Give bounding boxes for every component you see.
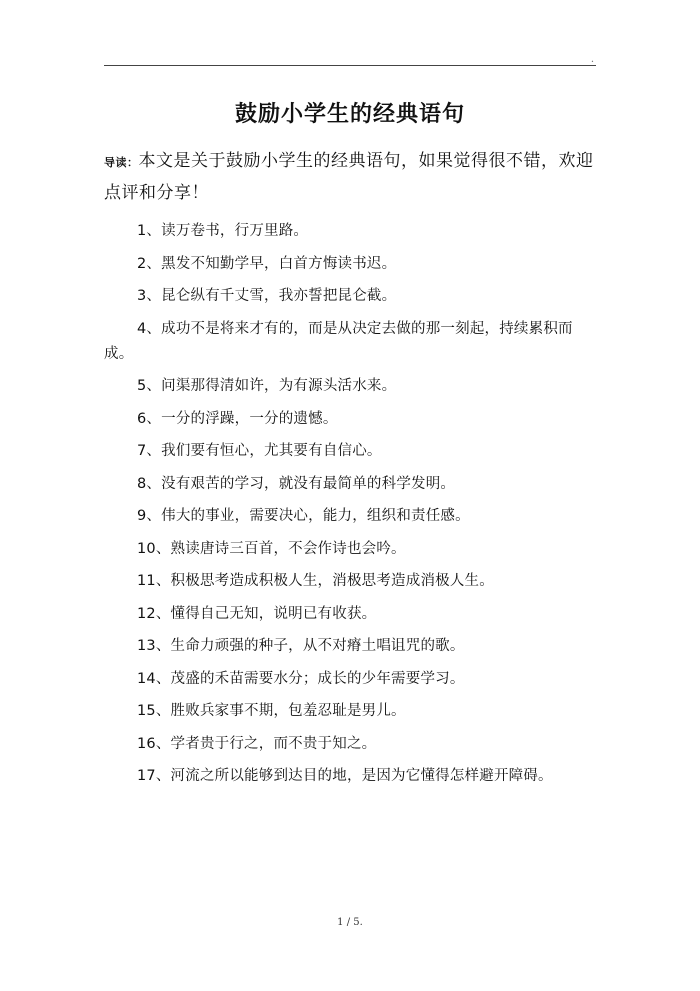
list-item: 3、昆仑纵有千丈雪，我亦誓把昆仑截。 [137, 288, 397, 304]
page-number: 1 / 5. [337, 917, 363, 928]
list-item: 7、我们要有恒心，尤其要有自信心。 [137, 443, 382, 459]
list-item: 1、读万卷书，行万里路。 [137, 223, 309, 239]
list-item: 17、河流之所以能够到达目的地，是因为它懂得怎样避开障碍。 [137, 768, 553, 784]
page-title: 鼓励小学生的经典语句 [234, 102, 465, 127]
list-item: 14、茂盛的禾苗需要水分；成长的少年需要学习。 [137, 670, 465, 687]
intro-paragraph [104, 146, 596, 208]
list-item: 5、问渠那得清如许，为有源头活水来。 [137, 378, 397, 394]
list-item: 6、一分的浮躁，一分的遗憾。 [137, 410, 338, 427]
list-item: 12、懂得自己无知，说明已有收获。 [137, 605, 377, 622]
quote-list [104, 219, 598, 797]
list-item: 16、学者贵于行之，而不贵于知之。 [137, 735, 377, 752]
list-item: 15、胜败兵家事不期，包羞忍耻是男儿。 [137, 703, 406, 719]
list-item: 13、生命力顽强的种子，从不对瘠土唱诅咒的歌。 [137, 638, 465, 654]
intro-label: 导读： [104, 156, 139, 169]
list-item: 10、熟读唐诗三百首，不会作诗也会吟。 [137, 540, 406, 557]
list-item: 11、积极思考造成积极人生，消极思考造成消极人生。 [137, 573, 494, 589]
header-rule [104, 65, 596, 66]
header-corner-mark: . [590, 54, 594, 65]
list-item: 8、没有艰苦的学习，就没有最简单的科学发明。 [137, 475, 456, 492]
list-item: 9、伟大的事业，需要决心，能力，组织和责任感。 [137, 508, 470, 524]
intro-text: 本文是关于鼓励小学生的经典语句，如果觉得很不错，欢迎点评和分享！ [104, 151, 594, 203]
list-item: 2、黑发不知勤学早，白首方悔读书迟。 [137, 255, 397, 272]
list-item: 4、成功不是将来才有的，而是从决定去做的那一刻起，持续累积而成。 [104, 320, 573, 362]
